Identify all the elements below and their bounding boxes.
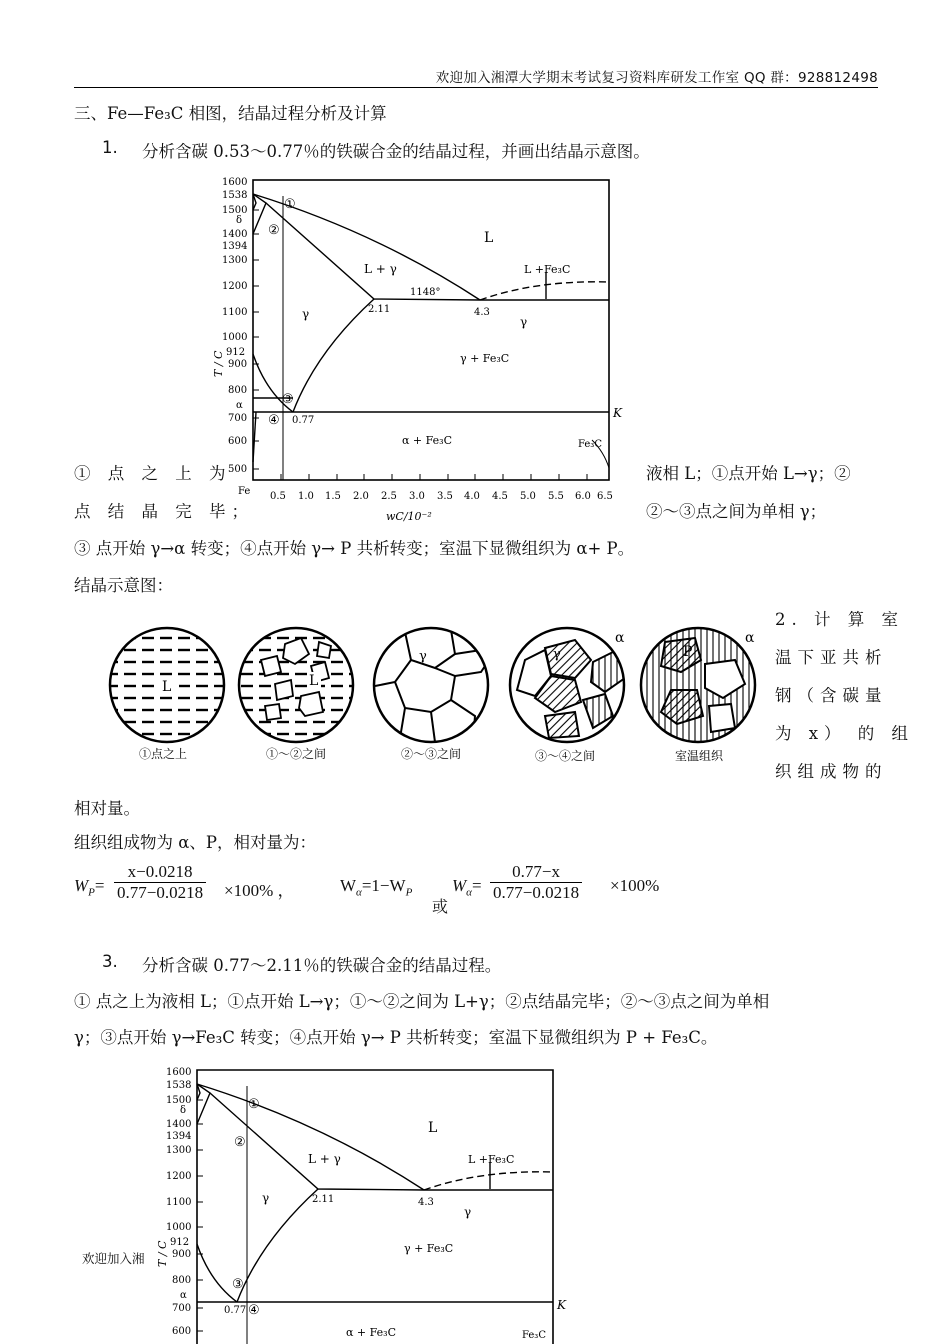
ytick: 800	[228, 385, 248, 396]
xtick: 5.5	[548, 491, 564, 502]
q1-number: 1.	[102, 138, 118, 157]
wa-rhs-sub: P	[405, 886, 413, 899]
label-K: K	[613, 406, 622, 420]
region-L-Fe3C: L +Fe₃C	[524, 263, 571, 276]
svg-text:1000: 1000	[166, 1222, 192, 1233]
svg-text:1400: 1400	[166, 1119, 192, 1130]
q1-line-3: ③ 点开始 γ→α 转变；④点开始 γ→ P 共析转变；室温下显微组织为 α+ P。	[74, 539, 635, 558]
sketch-gamma	[374, 628, 489, 761]
ytick: 1300	[222, 255, 248, 266]
region-L: L	[484, 230, 494, 246]
q2-components: 组织组成物为 α、P，相对量为：	[74, 833, 316, 852]
ytick: 1000	[222, 332, 248, 343]
region-L-gamma: L + γ	[364, 262, 397, 276]
svg-text:900: 900	[172, 1249, 192, 1260]
watermark-text: 欢迎加入湘	[82, 1251, 145, 1266]
ytick: 1600	[222, 177, 248, 188]
svg-text:2.11: 2.11	[312, 1194, 335, 1205]
xtick: 6.5	[597, 491, 613, 502]
svg-text:T / C: T / C	[156, 1240, 169, 1267]
wa-denominator: 0.77−0.0218	[493, 883, 580, 902]
svg-text:②: ②	[234, 1135, 246, 1150]
svg-text:γ + Fe₃C: γ + Fe₃C	[404, 1242, 454, 1255]
ytick: α	[236, 400, 243, 411]
ytick: 1500	[222, 205, 248, 216]
or-label: 或	[432, 899, 449, 916]
q1-right-2: ②～③点之间为单相 γ；	[646, 502, 827, 521]
sketch-3-label: γ	[419, 649, 427, 664]
ytick: 700	[228, 413, 248, 424]
xtick: 3.5	[437, 491, 453, 502]
svg-text:1538: 1538	[166, 1080, 192, 1091]
svg-text:α: α	[180, 1290, 187, 1301]
q3-line-1: ① 点之上为液相 L；①点开始 L→γ；①～②之间为 L+γ；②点结晶完毕；②～③点之间为单相	[74, 992, 770, 1011]
wp-denominator: 0.77−0.0218	[117, 883, 204, 902]
ytick: Fe	[238, 486, 251, 497]
q2-continued: 相对量。	[74, 799, 140, 818]
svg-text:1394: 1394	[166, 1131, 192, 1142]
sketch-1-caption: ①点之上	[139, 747, 188, 761]
svg-text:4.3: 4.3	[418, 1197, 434, 1208]
ytick: δ	[236, 215, 243, 226]
sketch-liquid	[110, 628, 224, 761]
svg-text:0.77: 0.77	[224, 1305, 247, 1316]
svg-text:α + Fe₃C: α + Fe₃C	[346, 1326, 397, 1339]
region-gamma-Fe3C: γ + Fe₃C	[460, 352, 510, 365]
header-divider	[74, 87, 878, 88]
svg-text:1500: 1500	[166, 1095, 192, 1106]
xtick: 0.5	[270, 491, 286, 502]
svg-text:912: 912	[170, 1237, 190, 1248]
phase-diagram-2	[150, 1062, 570, 1344]
svg-text:1300: 1300	[166, 1145, 192, 1156]
q3-number: 3.	[102, 952, 118, 971]
q1-text: 分析含碳 0.53～0.77％的铁碳合金的结晶过程，并画出结晶示意图。	[142, 142, 650, 161]
sketch-4-alpha: α	[615, 630, 625, 646]
marker-1: ①	[284, 197, 296, 212]
sketch-5-caption: 室温组织	[675, 749, 724, 763]
marker-2: ②	[268, 223, 280, 238]
x-axis-label: wC/10⁻²	[386, 510, 432, 523]
sketch-2-caption: ①～②之间	[266, 747, 327, 761]
q2-line-5: 织组成物的	[775, 762, 888, 781]
ytick: 1200	[222, 281, 248, 292]
xtick: 6.0	[575, 491, 591, 502]
wa-symbol: W	[340, 876, 357, 895]
ytick: 1394	[222, 241, 248, 252]
wp-tail: ×100% ，	[224, 881, 295, 900]
formula-block: $W_P=$ $\frac{x-0.0218}{0.77-0.0218}$ ×100% ， $W_\alpha=1-W_P$ 或 $W_\alpha=$ $\frac{0.77-x}{0.77-0.0218}$ ×100%	[74, 862, 660, 916]
sketch-5-label: P	[683, 644, 693, 660]
page-header: 欢迎加入湘潭大学期末考试复习资料库研发工作室 QQ 群：928812498	[435, 70, 878, 86]
svg-text:γ: γ	[464, 1205, 472, 1219]
sketch-3-caption: ②～③之间	[401, 747, 462, 761]
xtick: 1.0	[298, 491, 314, 502]
wp-symbol: W	[74, 876, 89, 895]
sketch-room-temp	[641, 628, 755, 763]
wa-sub: α	[356, 886, 362, 899]
svg-text:④: ④	[248, 1303, 260, 1318]
sketch-4-caption: ③～④之间	[535, 749, 596, 763]
sketch-gamma-to-alpha	[510, 628, 625, 763]
xtick: 1.5	[325, 491, 341, 502]
svg-text:L: L	[428, 1120, 438, 1136]
xtick: 4.0	[464, 491, 480, 502]
q3-text: 分析含碳 0.77～2.11％的铁碳合金的结晶过程。	[142, 956, 502, 975]
svg-text:L +Fe₃C: L +Fe₃C	[468, 1153, 515, 1166]
marker-3: ③	[282, 392, 294, 407]
sketch-1-label: L	[162, 679, 172, 695]
svg-text:800: 800	[172, 1275, 192, 1286]
q1-right-1: 液相 L；①点开始 L→γ；②	[646, 464, 851, 483]
ytick: 900	[228, 359, 248, 370]
svg-text:①: ①	[248, 1097, 260, 1112]
q3-line-2: γ；③点开始 γ→Fe₃C 转变；④点开始 γ→ P 共析转变；室温下显微组织为 P + Fe₃C。	[74, 1028, 718, 1047]
y-axis-label: T / C	[212, 350, 225, 377]
svg-text:700: 700	[172, 1303, 192, 1314]
q2-line-2: 温下亚共析	[775, 648, 888, 667]
q2-line-3: 钢（含碳量	[775, 686, 888, 705]
wa-numerator: 0.77−x	[490, 862, 582, 883]
xtick: 2.5	[381, 491, 397, 502]
temp-1148: 1148°	[410, 287, 441, 298]
ytick: 1400	[222, 229, 248, 240]
region-alpha-Fe3C: α + Fe₃C	[402, 434, 453, 447]
xtick: 4.5	[492, 491, 508, 502]
sketch-2-label: L	[309, 673, 319, 689]
svg-text:600: 600	[172, 1326, 192, 1337]
xtick: 2.0	[353, 491, 369, 502]
wa-rhs: =1−W	[361, 876, 406, 895]
point-2-11: 2.11	[368, 304, 391, 315]
xtick: 5.0	[520, 491, 536, 502]
svg-text:δ: δ	[180, 1105, 187, 1116]
label-Fe3C: Fe₃C	[578, 439, 602, 450]
ytick: 500	[228, 464, 248, 475]
ytick: 600	[228, 436, 248, 447]
svg-text:1600: 1600	[166, 1067, 192, 1078]
q1-left-1: ① 点 之 上 为	[74, 464, 232, 483]
sketch-4-label: γ	[553, 647, 561, 662]
point-4-3: 4.3	[474, 307, 490, 318]
wp-sub: P	[88, 886, 95, 899]
region-gamma: γ	[302, 307, 310, 321]
region-gamma-2: γ	[520, 315, 528, 329]
marker-4: ④	[268, 413, 280, 428]
point-0-77: 0.77	[292, 415, 315, 426]
svg-text:K: K	[557, 1298, 566, 1312]
phase-diagram-1	[206, 172, 626, 527]
wp-numerator: x−0.0218	[114, 862, 206, 883]
q2-line-1: 2. 计 算 室	[775, 610, 904, 629]
svg-text:1100: 1100	[166, 1197, 192, 1208]
q2-line-4: 为 x） 的 组	[775, 724, 915, 743]
wa-tail: ×100%	[610, 876, 660, 895]
svg-text:γ: γ	[262, 1191, 270, 1205]
microstructure-sketches	[105, 620, 765, 770]
xtick: 3.0	[409, 491, 425, 502]
sketch-5-alpha: α	[745, 630, 755, 646]
svg-text:③: ③	[232, 1277, 244, 1292]
ytick: 1538	[222, 190, 248, 201]
ytick: 912	[226, 347, 246, 358]
sketch-title: 结晶示意图：	[74, 576, 173, 595]
svg-text:1200: 1200	[166, 1171, 192, 1182]
section-title: 三、Fe—Fe₃C 相图，结晶过程分析及计算	[74, 104, 387, 123]
q1-left-2: 点 结 晶 完 毕；	[74, 502, 254, 521]
ytick: 1100	[222, 307, 248, 318]
svg-text:L + γ: L + γ	[308, 1152, 341, 1166]
sketch-L-to-gamma	[239, 628, 353, 761]
svg-text:Fe₃C: Fe₃C	[522, 1330, 546, 1341]
